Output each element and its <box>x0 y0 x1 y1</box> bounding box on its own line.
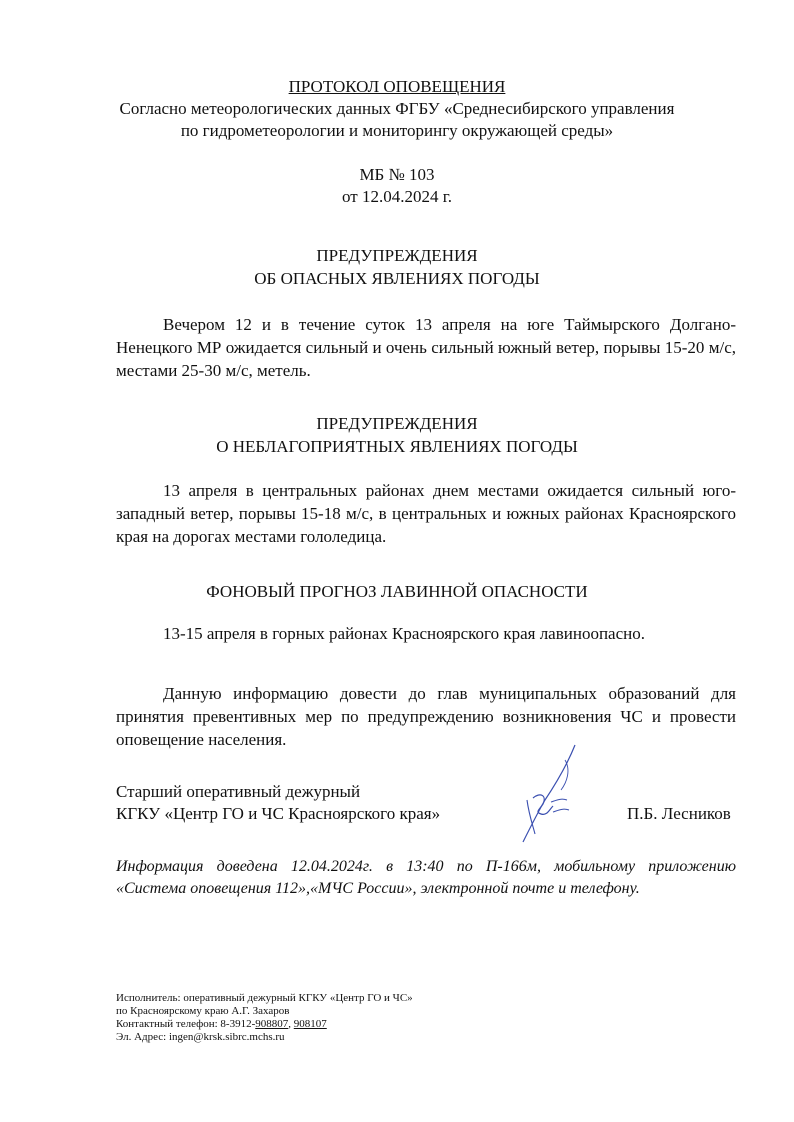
section3-text: 13-15 апреля в горных районах Красноярского края лавиноопасно. <box>163 624 645 643</box>
footer-line-1: Исполнитель: оперативный дежурный КГКУ «Центр ГО и ЧС» <box>116 992 413 1004</box>
document-title: ПРОТОКОЛ ОПОВЕЩЕНИЯ <box>288 77 506 96</box>
handwritten-signature <box>505 740 585 850</box>
instruction-text: Данную информацию довести до глав муниципальных образований для принятия превентивных мер по предупреждению возникновения ЧС и провести оповещение населения. <box>116 684 736 749</box>
delivery-note: Информация доведена 12.04.2024г. в 13:40 по П-166м, мобильному приложению «Система оповещения 112»,«МЧС России», электронной почте и телефону. <box>116 858 736 897</box>
section1-title-2: ОБ ОПАСНЫХ ЯВЛЕНИЯХ ПОГОДЫ <box>254 269 540 288</box>
bulletin-number: МБ № 103 <box>359 165 435 184</box>
section2-text: 13 апреля в центральных районах днем местами ожидается сильный юго-западный ветер, порывы 15-18 м/с, в центральных и южных районах Красноярского края на дорогах местами гололедица. <box>116 481 736 546</box>
footer-executor <box>116 992 536 1044</box>
footer-phone <box>116 1018 536 1031</box>
bulletin-date: от 12.04.2024 г. <box>341 187 452 206</box>
section2-title-1: ПРЕДУПРЕЖДЕНИЯ <box>316 414 478 433</box>
section1-title-1: ПРЕДУПРЕЖДЕНИЯ <box>316 246 478 265</box>
signatory-position-1: Старший оперативный дежурный <box>116 782 361 801</box>
footer-phone-label: Контактный телефон: 8-3912- <box>116 1018 256 1030</box>
source-line-1: Согласно метеорологических данных ФГБУ «Среднесибирского управления <box>119 99 675 118</box>
source-line-2: по гидрометеорологии и мониторингу окружающей среды» <box>180 121 614 140</box>
footer-email: Эл. Адрес: ingen@krsk.sibrc.mchs.ru <box>116 1031 285 1043</box>
section3-title: ФОНОВЫЙ ПРОГНОЗ ЛАВИННОЙ ОПАСНОСТИ <box>206 582 588 601</box>
footer-phone-1[interactable]: 908807 <box>255 1018 289 1030</box>
section1-text: Вечером 12 и в течение суток 13 апреля на юге Таймырского Долгано-Ненецкого МР ожидается сильный и очень сильный южный ветер, порывы 15-20 м/с, местами 25-30 м/с, метель. <box>116 315 736 380</box>
footer-phone-2[interactable]: 908107 <box>293 1018 327 1030</box>
signatory-position-2: КГКУ «Центр ГО и ЧС Красноярского края» <box>116 804 441 823</box>
footer-phone-separator: , <box>288 1018 294 1030</box>
signatory-name: П.Б. Лесников <box>627 804 731 823</box>
footer-line-2: по Красноярскому краю А.Г. Захаров <box>116 1005 290 1017</box>
section2-title-2: О НЕБЛАГОПРИЯТНЫХ ЯВЛЕНИЯХ ПОГОДЫ <box>216 437 578 456</box>
